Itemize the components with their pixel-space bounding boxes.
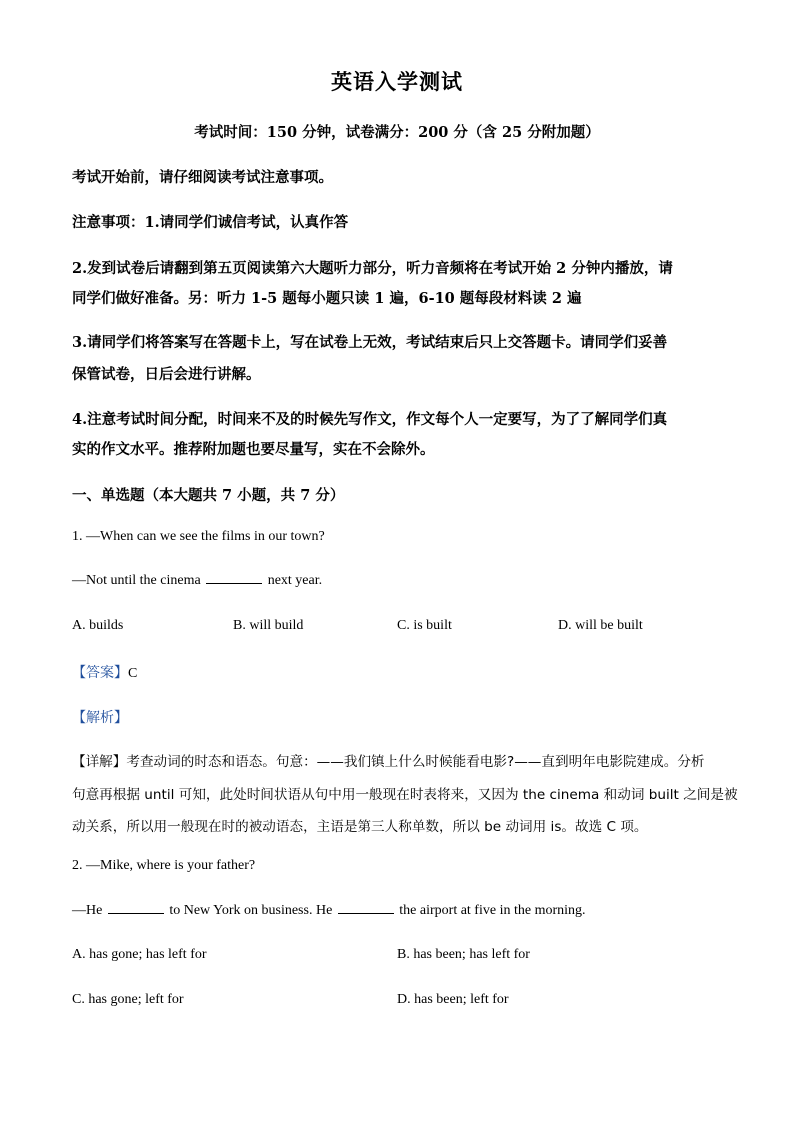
q1-detail-line-2: 句意再根据 until 可知，此处时间状语从句中用一般现在时表将来，又因为 the cinema 和动词 built 之间是被: [72, 787, 738, 803]
q2-option-c: C. has gone; left for: [72, 992, 184, 1007]
q1-prompt: 1. —When can we see the films in our town?: [72, 529, 325, 544]
q2-blank-2: [338, 912, 394, 914]
note-3-line-1: 3.请同学们将答案写在答题卡上，写在试卷上无效，考试结束后只上交答题卡。请同学们妥善: [72, 334, 668, 351]
q2-response-c: the airport at five in the morning.: [399, 903, 586, 918]
q1-option-b: B. will build: [233, 618, 304, 633]
answer-label: 【答案】: [72, 665, 128, 681]
q2-response: [72, 903, 586, 919]
q1-detail-line-1: 【详解】考查动词的时态和语态。句意：——我们镇上什么时候能看电影?——直到明年电影院建成。分析: [72, 754, 705, 770]
intro-text: 考试开始前，请仔细阅读考试注意事项。: [72, 169, 333, 186]
exam-info: 考试时间：150 分钟，试卷满分：200 分（含 25 分附加题）: [194, 124, 600, 141]
q2-blank-1: [108, 912, 164, 914]
q1-response-after: next year.: [267, 573, 323, 588]
answer-value: C: [128, 666, 138, 681]
q1-answer: [72, 662, 137, 682]
q2-option-d: D. has been; left for: [397, 992, 509, 1007]
q2-response-b: to New York on business. He: [169, 903, 333, 918]
q2-response-a: —He: [72, 903, 103, 918]
note-2-line-2: 同学们做好准备。另：听力 1-5 题每小题只读 1 遍，6-10 题每段材料读 2 遍: [72, 290, 582, 307]
q2-option-b: B. has been; has left for: [397, 947, 530, 962]
q1-option-c: C. is built: [397, 618, 452, 633]
page-title: 英语入学测试: [331, 69, 463, 94]
section-heading: 一、单选题（本大题共 7 小题，共 7 分）: [72, 487, 345, 504]
q2-prompt: 2. —Mike, where is your father?: [72, 858, 256, 873]
q1-blank: [206, 582, 262, 584]
note-2-line-1: 2.发到试卷后请翻到第五页阅读第六大题听力部分，听力音频将在考试开始 2 分钟内播放，请: [72, 260, 673, 277]
q1-option-d: D. will be built: [558, 618, 643, 633]
q1-option-a: A. builds: [72, 618, 124, 633]
q2-option-a: A. has gone; has left for: [72, 947, 207, 962]
q1-detail-line-3: 动关系，所以用一般现在时的被动语态，主语是第三人称单数，所以 be 动词用 is。故选 C 项。: [72, 819, 648, 835]
note-4-line-1: 4.注意考试时间分配，时间来不及的时候先写作文，作文每个人一定要写，为了了解同学们真: [72, 411, 668, 428]
note-4-line-2: 实的作文水平。推荐附加题也要尽量写，实在不会除外。: [72, 441, 435, 458]
note-1: 注意事项：1.请同学们诚信考试，认真作答: [72, 214, 349, 231]
q1-response: [72, 573, 322, 589]
q1-analysis-label: 【解析】: [72, 710, 128, 726]
note-3-line-2: 保管试卷，日后会进行讲解。: [72, 366, 261, 383]
q1-response-before: —Not until the cinema: [72, 573, 201, 588]
